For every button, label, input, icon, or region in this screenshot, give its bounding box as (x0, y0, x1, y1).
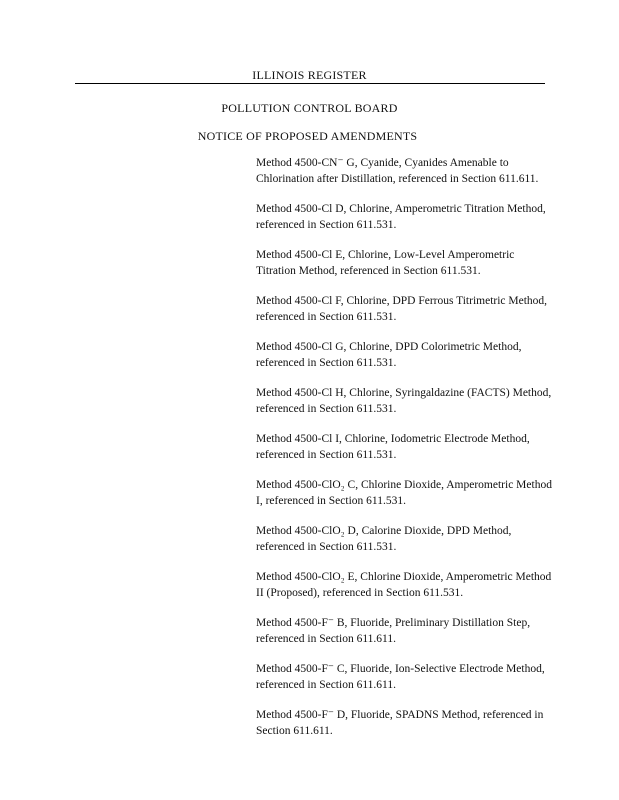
header-notice: NOTICE OF PROPOSED AMENDMENTS (197, 129, 418, 143)
header-rule (75, 83, 545, 84)
method-item: Method 4500-Cl H, Chlorine, Syringaldazine (FACTS) Method, referenced in Section 611.531. (256, 387, 552, 415)
header-register-title: ILLINOIS REGISTER (252, 68, 367, 82)
method-item: Method 4500-F⁻ B, Fluoride, Preliminary Distillation Step, referenced in Section 611.611. (256, 617, 531, 645)
method-item: Method 4500-ClO₂ C, Chlorine Dioxide, Amperometric Method I, referenced in Section 611.531. (256, 479, 552, 507)
method-item: Method 4500-Cl F, Chlorine, DPD Ferrous Titrimetric Method, referenced in Section 611.531. (256, 295, 548, 323)
method-item: Method 4500-Cl E, Chlorine, Low-Level Amperometric Titration Method, referenced in Section 611.531. (256, 249, 515, 277)
methods-list (256, 156, 556, 754)
header-board: POLLUTION CONTROL BOARD (221, 101, 398, 115)
method-item: Method 4500-ClO₂ D, Calorine Dioxide, DPD Method, referenced in Section 611.531. (256, 525, 512, 553)
method-item: Method 4500-Cl D, Chlorine, Amperometric Titration Method, referenced in Section 611.531. (256, 203, 546, 231)
method-item: Method 4500-CN⁻ G, Cyanide, Cyanides Amenable to Chlorination after Distillation, referenced in Section 611.611. (256, 157, 539, 185)
method-item: Method 4500-Cl I, Chlorine, Iodometric Electrode Method, referenced in Section 611.531. (256, 433, 530, 461)
method-item: Method 4500-Cl G, Chlorine, DPD Colorimetric Method, referenced in Section 611.531. (256, 341, 522, 369)
method-item: Method 4500-F⁻ D, Fluoride, SPADNS Method, referenced in Section 611.611. (256, 709, 544, 737)
method-item: Method 4500-ClO₂ E, Chlorine Dioxide, Amperometric Method II (Proposed), referenced in Section 611.531. (256, 571, 552, 599)
method-item: Method 4500-F⁻ C, Fluoride, Ion-Selective Electrode Method, referenced in Section 611.611. (256, 663, 545, 691)
